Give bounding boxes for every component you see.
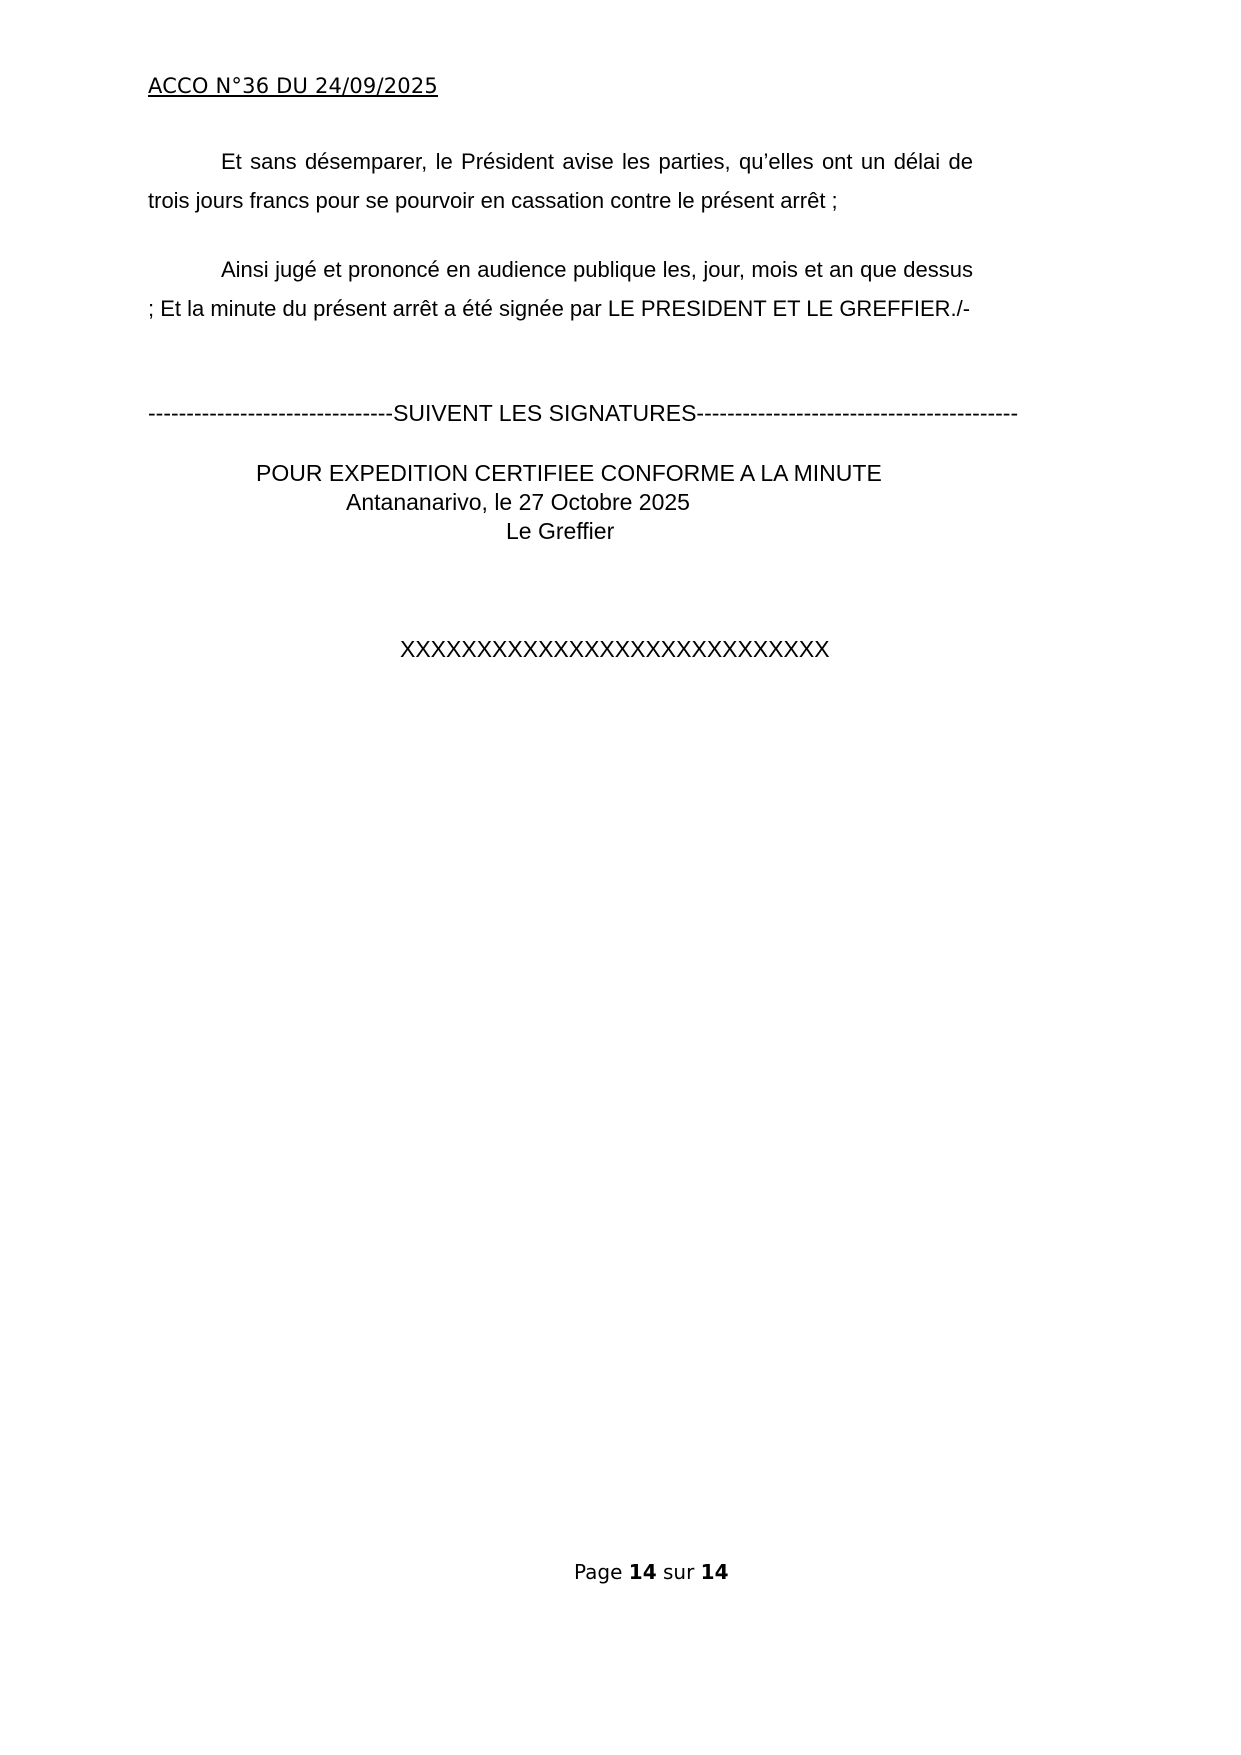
certification-title: POUR EXPEDITION CERTIFIEE CONFORME A LA MINUTE: [256, 460, 882, 486]
paragraph-judgment-closing: Ainsi jugé et prononcé en audience publique les, jour, mois et an que dessus ; Et la minute du présent arrêt a été signée par LE PRESIDENT ET LE GREFFIER./-: [148, 257, 973, 321]
current-page-number: 14: [628, 1560, 657, 1584]
page-number: [574, 1560, 729, 1584]
redacted-signature: XXXXXXXXXXXXXXXXXXXXXXXXXXXX: [400, 636, 830, 662]
certification-role: Le Greffier: [506, 518, 615, 544]
document-reference: ACCO N°36 DU 24/09/2025: [148, 74, 438, 98]
signatures-divider: --------------------------------SUIVENT LES SIGNATURES------------------------------------------: [148, 400, 1019, 426]
total-pages-number: 14: [700, 1560, 729, 1584]
page-label: Page: [574, 1560, 623, 1584]
paragraph-appeal-notice: Et sans désemparer, le Président avise les parties, qu’elles ont un délai de trois jours francs pour se pourvoir en cassation contre le présent arrêt ;: [148, 149, 973, 213]
page-separator: sur: [662, 1560, 695, 1584]
certification-place-date: Antananarivo, le 27 Octobre 2025: [346, 489, 690, 515]
